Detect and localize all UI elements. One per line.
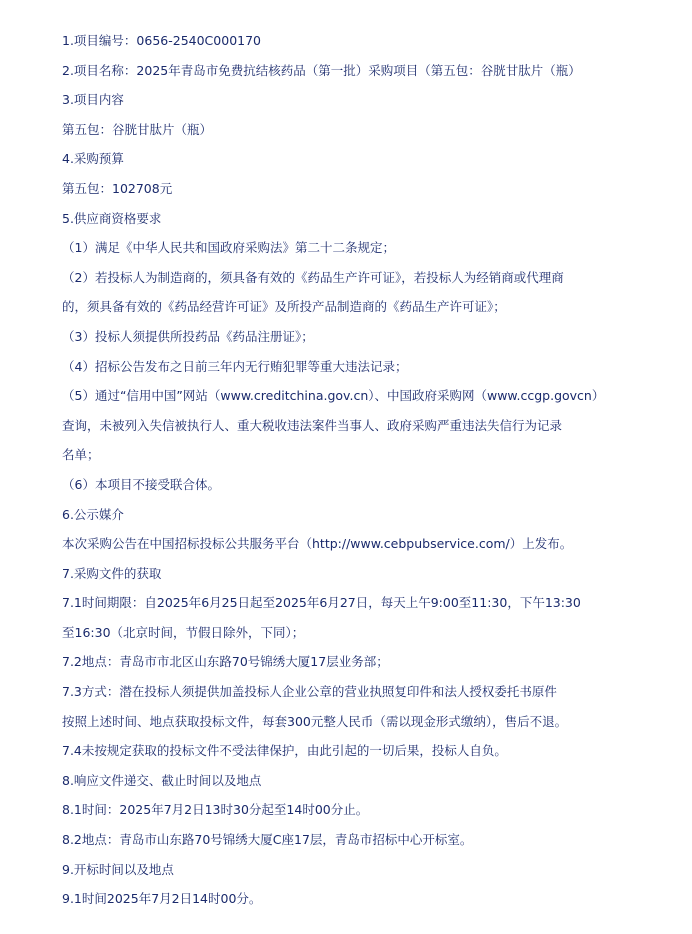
media-text: 本次采购公告在中国招标投标公共服务平台（http://www.cebpubservice.com/）上发布。	[62, 536, 573, 552]
budget-package: 第五包：102708元	[62, 180, 173, 196]
section-heading-opening: 9.开标时间以及地点	[62, 861, 174, 877]
section-heading-submission: 8.响应文件递交、截止时间以及地点	[62, 772, 262, 788]
qualification-2-line-1: （2）若投标人为制造商的，须具备有效的《药品生产许可证》，若投标人为经销商或代理商	[62, 269, 564, 285]
submission-location: 8.2地点：青岛市山东路70号锦绣大厦C座17层，青岛市招标中心开标室。	[62, 832, 473, 848]
qualification-1: （1）满足《中华人民共和国政府采购法》第二十二条规定；	[62, 240, 395, 256]
project-number: 1.项目编号：0656-2540C000170	[62, 33, 262, 48]
qualification-4: （4）招标公告发布之日前三年内无行贿犯罪等重大违法记录；	[62, 358, 408, 374]
acquisition-note: 7.4未按规定获取的投标文件不受法律保护，由此引起的一切后果，投标人自负。	[62, 743, 507, 759]
qualification-5-line-1: （5）通过“信用中国”网站（www.creditchina.gov.cn）、中国政府采购网（www.ccgp.govcn）	[62, 388, 605, 404]
project-name: 2.项目名称：2025年青岛市免费抗结核药品（第一批）采购项目（第五包：谷胱甘肽片（瓶）	[62, 62, 581, 78]
qualification-5-line-3: 名单；	[62, 447, 100, 463]
section-heading-acquisition: 7.采购文件的获取	[62, 565, 162, 581]
section-heading-content: 3.项目内容	[62, 92, 124, 108]
acquisition-method-line-1: 7.3方式：潜在投标人须提供加盖投标人企业公章的营业执照复印件和法人授权委托书原件	[62, 684, 557, 700]
content-package: 第五包：谷胱甘肽片（瓶）	[62, 121, 213, 137]
qualification-2-line-2: 的，须具备有效的《药品经营许可证》及所投产品制造商的《药品生产许可证》；	[62, 299, 506, 315]
announcement-document	[62, 26, 682, 914]
acquisition-method-line-2: 按照上述时间、地点获取投标文件，每套300元整人民币（需以现金形式缴纳），售后不退。	[62, 713, 568, 729]
qualification-5-line-2: 查询，未被列入失信被执行人、重大税收违法案件当事人、政府采购严重违法失信行为记录	[62, 417, 563, 433]
acquisition-time-line-2: 至16:30（北京时间，节假日除外，下同）；	[62, 624, 305, 640]
section-heading-media: 6.公示媒介	[62, 506, 124, 522]
acquisition-location: 7.2地点：青岛市市北区山东路70号锦绣大厦17层业务部；	[62, 654, 389, 670]
opening-time: 9.1时间2025年7月2日14时00分。	[62, 891, 262, 907]
section-heading-budget: 4.采购预算	[62, 151, 124, 167]
qualification-3: （3）投标人须提供所投药品《药品注册证》；	[62, 328, 314, 344]
submission-time: 8.1时间：2025年7月2日13时30分起至14时00分止。	[62, 802, 369, 818]
acquisition-time-line-1: 7.1时间期限：自2025年6月25日起至2025年6月27日，每天上午9:00至11:30，下午13:30	[62, 595, 581, 611]
section-heading-qualifications: 5.供应商资格要求	[62, 210, 162, 226]
qualification-6: （6）本项目不接受联合体。	[62, 476, 220, 492]
